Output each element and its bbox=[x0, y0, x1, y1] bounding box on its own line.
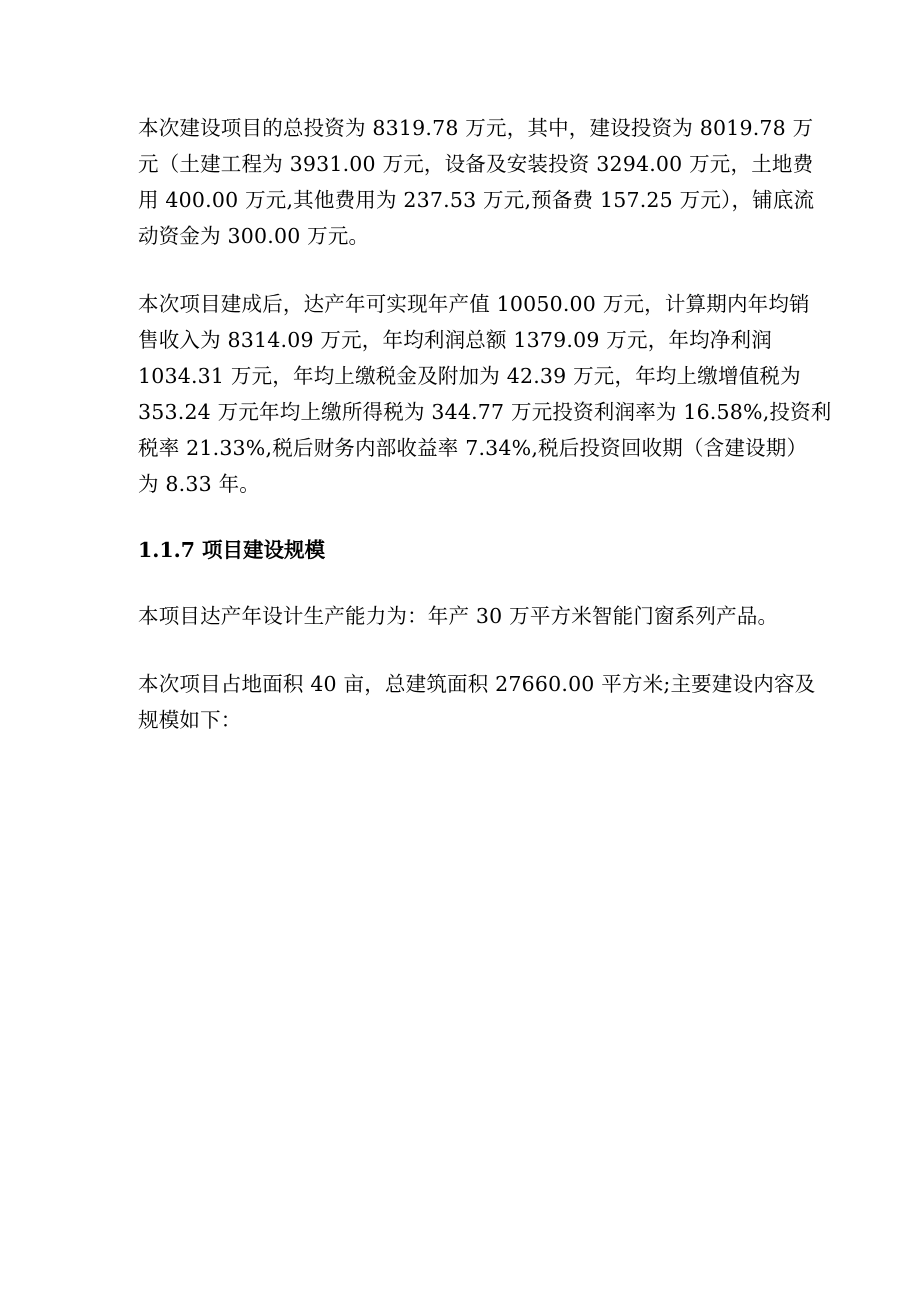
section-title: 项目建设规模 bbox=[202, 538, 325, 562]
text-line: 353.24 万元年均上缴所得税为 344.77 万元投资利润率为 16.58%,投资利 bbox=[138, 400, 832, 424]
site-paragraph bbox=[138, 666, 816, 738]
section-number: 1.1.7 bbox=[138, 538, 196, 562]
returns-paragraph bbox=[138, 286, 832, 502]
investment-paragraph bbox=[138, 110, 815, 254]
section-heading bbox=[138, 532, 788, 568]
text-line: 用 400.00 万元,其他费用为 237.53 万元,预备费 157.25 万元），铺底流 bbox=[138, 188, 815, 212]
text-line: 本次项目建成后，达产年可实现年产值 10050.00 万元，计算期内年均销 bbox=[138, 292, 810, 316]
text-line: 1034.31 万元，年均上缴税金及附加为 42.39 万元，年均上缴增值税为 bbox=[138, 364, 801, 388]
text-line: 动资金为 300.00 万元。 bbox=[138, 224, 370, 248]
document-page bbox=[138, 110, 832, 738]
text-line: 本次项目占地面积 40 亩，总建筑面积 27660.00 平方米;主要建设内容及 bbox=[138, 672, 816, 696]
capacity-paragraph bbox=[138, 598, 788, 634]
text-line: 本次建设项目的总投资为 8319.78 万元，其中，建设投资为 8019.78 万 bbox=[138, 116, 814, 140]
text-line: 售收入为 8314.09 万元，年均利润总额 1379.09 万元，年均净利润 bbox=[138, 328, 772, 352]
text-line: 本项目达产年设计生产能力为：年产 30 万平方米智能门窗系列产品。 bbox=[138, 604, 779, 628]
text-line: 税率 21.33%,税后财务内部收益率 7.34%,税后投资回收期（含建设期） bbox=[138, 436, 808, 460]
text-line: 为 8.33 年。 bbox=[138, 472, 260, 496]
text-line: 元（土建工程为 3931.00 万元，设备及安装投资 3294.00 万元，土地费 bbox=[138, 152, 814, 176]
text-line: 规模如下： bbox=[138, 708, 242, 732]
